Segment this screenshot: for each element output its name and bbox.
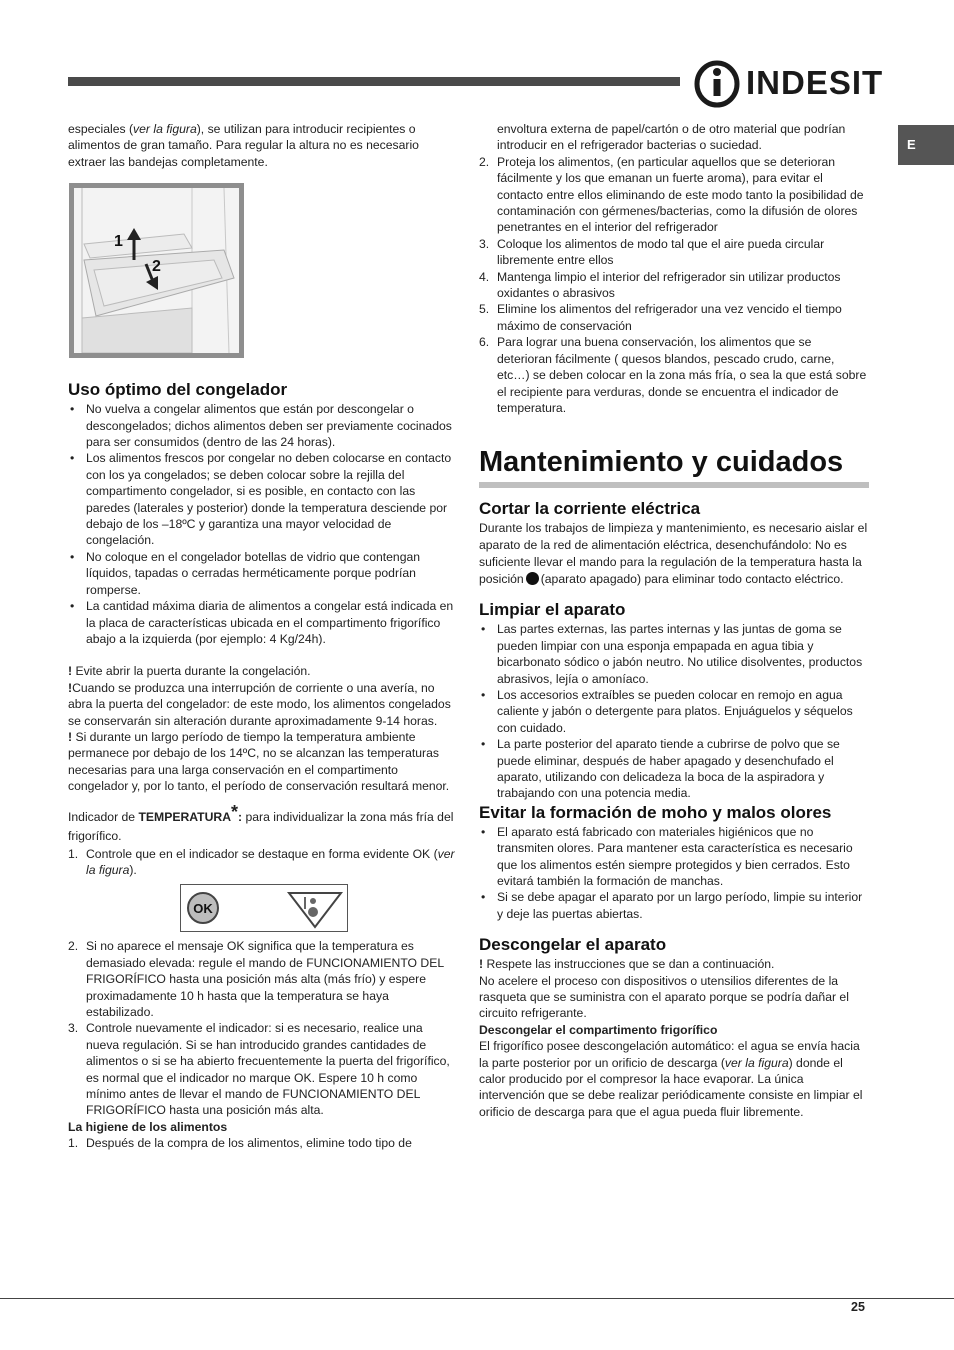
language-tab xyxy=(898,125,954,165)
step-number: 2. xyxy=(479,154,490,169)
step-italic: ver la figura xyxy=(86,846,455,877)
warning-mark: ! xyxy=(68,664,73,679)
freezer-list xyxy=(68,401,458,647)
step-text: Controle nuevamente el indicador: si es necesario, realice una nueva regulación. Si se han introducido grandes cantidades de alimentos o si se ha abierto frecuentemente la puerta del frigorífico, es normal que el indicador no marque OK. Espere 10 h como mínimo antes de llevar el mando de FUNCIONAMIENTO DEL FRIGORÍFICO hasta una posición más alta. xyxy=(86,1021,450,1118)
mold-list xyxy=(479,824,869,922)
indicator-star: * xyxy=(231,801,239,822)
list-item xyxy=(479,154,869,236)
warning-text: Si durante un largo período de tiempo la temperatura ambiente permanece por debajo de los 14ºC, no se alcanzan las temperaturas necesarias para una larga conservación en el compartimento congelador y, por lo tanto, el período de conservación resultará menor. xyxy=(68,729,450,794)
step-number: 6. xyxy=(479,335,490,350)
defrost-subheading: Descongelar el compartimento frigorífico xyxy=(479,1022,718,1037)
language-tab-label: E xyxy=(907,137,916,152)
list-item: • El aparato está fabricado con materiales higiénicos que no transmiten olores. Para mantener esta característica es necesario que los alimentos estén siempre protegidos y bien cerrados. Esto evitará también la formación de manchas. xyxy=(479,824,869,890)
temperature-indicator-figure xyxy=(180,884,348,932)
off-position-icon xyxy=(526,572,539,585)
list-item xyxy=(479,269,869,302)
step-number: 3. xyxy=(68,1021,79,1036)
power-text-b: (aparato apagado) para eliminar todo contacto eléctrico. xyxy=(540,572,844,587)
warning-mark: ! xyxy=(68,680,73,695)
list-item xyxy=(68,1020,458,1118)
defrost-note xyxy=(479,956,869,972)
indicator-steps-b xyxy=(68,938,458,1118)
intro-text-b: ), se utilizan para introducir recipientes o alimentos de gran tamaño. Para regular la altura no es necesario extraer las bandejas completamente. xyxy=(68,122,419,169)
defrost-body-b: ) donde el calor producido por el compresor la hace evaporar. La única intervención que se debe realizar periódicamente consiste en limpiar el orificio de descarga para que el agua pueda fluir libremente. xyxy=(479,1055,863,1119)
list-item: • Si se debe apagar el aparato por un largo período, limpie su interior y deje las puertas abiertas. xyxy=(479,889,869,922)
indesit-logo xyxy=(694,60,884,108)
power-text xyxy=(479,520,869,588)
defrost-body-a: El frigorífico posee descongelación automático: el agua se envía hacia la parte posterior por un orificio de descarga ( xyxy=(479,1039,860,1070)
temperature-indicator-intro xyxy=(68,803,458,846)
warning-text: Cuando se produzca una interrupción de corriente o una avería, no abra la puerta del congelador: de este modo, los alimentos congelados se conservarán sin alteración durante aproximadamente 9-14 horas. xyxy=(68,680,451,728)
step-number: 1. xyxy=(68,846,79,861)
step-text: Si no aparece el mensaje OK significa que la temperatura es demasiado elevada: regule el mando de FUNCIONAMIENTO DEL FRIGORÍFICO hasta una posición más alta (más frío) y espere proximadamente 10 h hasta que la temperatura se haya estabilizado. xyxy=(86,939,444,1019)
power-text-a: Durante los trabajos de limpieza y mantenimiento, es necesario aislar el aparato de la red de alimentación eléctrica, desenchufándolo: No es suficiente llevar el mando para la regulación de la temperatura hasta la posición xyxy=(479,521,868,587)
indicator-rest: para individualizar la zona más fría del frigorífico. xyxy=(68,809,454,843)
indicator-bold: TEMPERATURA xyxy=(138,809,231,824)
brand-name: INDESIT xyxy=(746,64,884,101)
indicator-prefix: Indicador de xyxy=(68,809,139,824)
intro-text-a: especiales ( xyxy=(68,122,134,136)
list-item xyxy=(479,236,869,269)
shelf-figure xyxy=(69,183,244,358)
defrost-heading: Descongelar el aparato xyxy=(479,935,667,955)
list-item xyxy=(479,301,869,334)
list-item: • Los accesorios extraíbles se pueden colocar en remojo en agua caliente y jabón o detergente para platos. Enjuáguelos y séquelos con cuidado. xyxy=(479,687,869,736)
step-text: Mantenga limpio el interior del refrigerador sin utilizar productos oxidantes o abrasivos xyxy=(497,269,841,301)
page-number: 25 xyxy=(851,1300,865,1314)
right-column xyxy=(479,121,869,1120)
logo-mark-icon xyxy=(694,60,740,108)
list-item xyxy=(479,334,869,416)
hygiene-heading: La higiene de los alimentos xyxy=(68,1119,228,1134)
intro-paragraph xyxy=(68,121,458,170)
title-rule xyxy=(479,482,869,488)
left-column xyxy=(68,121,458,1152)
hygiene-list-cont xyxy=(479,121,869,416)
figure-label-1: 1 xyxy=(114,233,123,251)
step-text: Elimine los alimentos del refrigerador una vez vencido el tiempo máximo de conservación xyxy=(497,302,842,333)
step-number: 2. xyxy=(68,939,79,954)
list-item xyxy=(68,1135,458,1151)
list-item: envoltura externa de papel/cartón o de otro material que podrían introducir en el refrigerador bacterias o suciedad. xyxy=(497,122,846,153)
list-item: • No coloque en el congelador botellas de vidrio que contengan líquidos, tapadas o cerradas herméticamente porque podrían romperse. xyxy=(68,549,458,598)
step-text: Proteja los alimentos, (en particular aquellos que se deterioran fácilmente y los que emanan un fuerte aroma), para evitar el contacto entre ellos eliminando de este modo tanto la posibilidad de contaminación con gérmenes/bacterias, como la difusión de olores penetrantes en el interior del refrigerador xyxy=(497,154,864,235)
defrost-body xyxy=(479,1038,869,1120)
clean-list xyxy=(479,621,869,801)
freezer-heading: Uso óptimo del congelador xyxy=(68,380,288,400)
intro-italic: ver la figura xyxy=(133,122,197,136)
step-number: 5. xyxy=(479,302,490,317)
list-item: • La parte posterior del aparato tiende a cubrirse de polvo que se puede eliminar, después de haber apagado y desenchufado el aparato, utilizando con delicadeza la boca de la aspiradora y trabajando con una potencia media. xyxy=(479,736,869,802)
step-number: 3. xyxy=(479,236,490,251)
step-after: ). xyxy=(129,862,137,877)
list-item: • No vuelva a congelar alimentos que están por descongelar o descongelados; dichos alimentos deben ser previamente cocinados para ser consumidos (dentro de las 24 horas). xyxy=(68,401,458,450)
hygiene-list-start xyxy=(68,1135,458,1151)
list-item: • Las partes externas, las partes internas y las juntas de goma se pueden limpiar con una esponja empapada en agua tibia y bicarbonato sódico o jabón neutro. No utilice disolventes, productos abrasivos, lejía o amoníaco. xyxy=(479,621,869,687)
footer-rule xyxy=(0,1298,954,1299)
warning-2 xyxy=(68,680,458,729)
defrost-note-text: Respete las instrucciones que se dan a continuación. xyxy=(486,957,775,972)
list-item: • Los alimentos frescos por congelar no deben colocarse en contacto con los ya congelados; se deben colocar sobre la rejilla del compartimento congelador, si es posible, en contacto con las paredes (laterales y posterior) donde la temperatura desciende por debajo de los –18ºC y garantiza una mayor velocidad de congelación. xyxy=(68,450,458,548)
shelf-illustration-icon xyxy=(74,188,239,353)
indicator-colon: : xyxy=(238,809,243,824)
warning-mark: ! xyxy=(68,729,73,744)
ok-indicator-icon xyxy=(181,885,347,931)
warning-1 xyxy=(68,663,458,679)
step-text: Después de la compra de los alimentos, elimine todo tipo de xyxy=(86,1136,412,1151)
mold-heading: Evitar la formación de moho y malos olores xyxy=(479,802,832,822)
list-item xyxy=(68,938,458,1020)
defrost-body-italic: ver la figura xyxy=(724,1055,789,1070)
power-heading: Cortar la corriente eléctrica xyxy=(479,499,701,519)
header-bar xyxy=(68,77,680,86)
step-text: Coloque los alimentos de modo tal que el aire pueda circular libremente entre ellos xyxy=(497,236,825,268)
section-title: Mantenimiento y cuidados xyxy=(479,446,844,479)
step-text: Para lograr una buena conservación, los alimentos que se deterioran fácilmente ( quesos blandos, pescado crudo, carne, etc…) se deben colocar en la zona más fría, o sea la que está sobre el recipiente para verduras, donde se encuentra el indicador de temperatura. xyxy=(497,335,867,415)
list-item xyxy=(68,846,458,879)
figure-label-2: 2 xyxy=(152,258,161,276)
step-number: 4. xyxy=(479,269,490,284)
warning-3 xyxy=(68,729,458,795)
step-number: 1. xyxy=(68,1136,79,1151)
warning-mark: ! xyxy=(479,957,484,972)
ok-label: OK xyxy=(193,901,213,917)
list-item: • La cantidad máxima diaria de alimentos a congelar está indicada en la placa de características ubicada en el compartimento frigorífico abajo a la izquierda (por ejemplo: 4 Kg/24h). xyxy=(68,598,458,647)
step-text: Controle que en el indicador se destaque en forma evidente OK ( xyxy=(86,846,438,861)
warning-text: Evite abrir la puerta durante la congelación. xyxy=(75,664,311,679)
indicator-steps-a xyxy=(68,846,458,879)
defrost-text: No acelere el proceso con dispositivos o utensilios diferentes de la rasqueta que se suministra con el aparato porque se podría dañar el circuito refrigerante. xyxy=(479,973,849,1021)
clean-heading: Limpiar el aparato xyxy=(479,600,626,620)
